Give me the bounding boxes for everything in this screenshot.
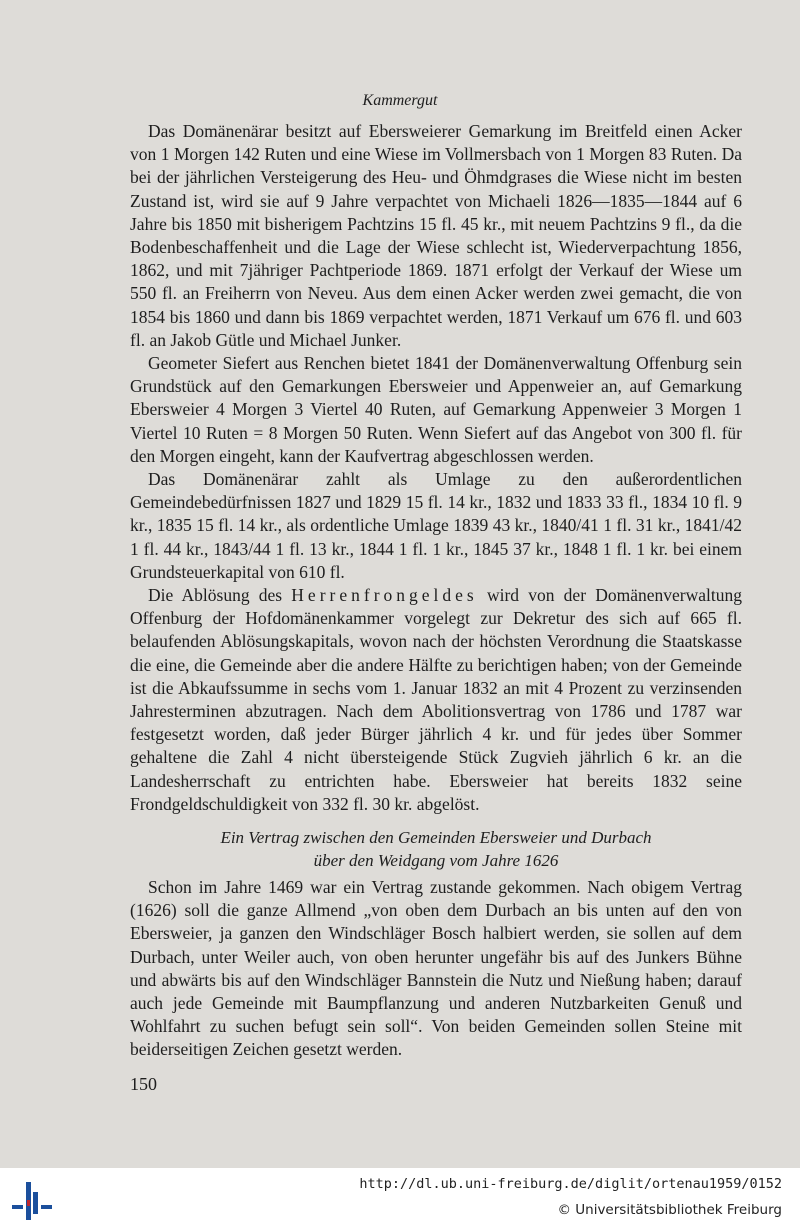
section-heading-line: über den Weidgang vom Jahre 1626 — [313, 851, 559, 870]
spaced-term: Herrenfrongeldes — [291, 585, 478, 606]
section-heading-line: Ein Vertrag zwischen den Gemeinden Ebersweier und Durbach — [220, 828, 652, 847]
paragraph — [130, 584, 742, 816]
running-title: Kammergut — [362, 92, 438, 109]
source-url[interactable]: http://dl.ub.uni-freiburg.de/diglit/ortenau1959/0152 — [359, 1176, 782, 1192]
section-kammergut-text — [130, 120, 742, 816]
paragraph: Das Domänenärar zahlt als Umlage zu den außerordentlichen Gemeindebedürfnissen 1827 und 1829 15 fl. 14 kr., 1832 und 1833 33 fl., 1834 10 fl. 9 kr., 1835 15 fl. 14 kr., als ordentliche Umlage 1839 43 kr., 1840/41 1 fl. 31 kr., 1841/42 1 fl. 44 kr., 1843/44 1 fl. 13 kr., 1844 1 fl. 1 kr., 1845 37 kr., 1848 1 fl. 1 kr. bei einem Grundsteuerkapital von 610 fl. — [130, 469, 742, 582]
section-heading — [130, 826, 742, 872]
paragraph: Schon im Jahre 1469 war ein Vertrag zustande gekommen. Nach obigem Vertrag (1626) soll die ganze Allmend „von oben dem Durbach an bis unten auf den von Ebersweier, ja ganzen den Windschläger Bosch halbiert werden, sie sollen auf dem Durbach, unter Weiler auch, von oben herunter ungefähr bis auf des Junkers Bühne und abwärts bis auf den Windschläger Bannstein die Nutz und Nießung haben; darauf auch jede Gemeinde mit Baumpflanzung und anderen Nutzbarkeiten Genuß und Wohlfahrt zu suchen befugt sein soll“. Von beiden Gemeinden sollen Steine mit beiderseitigen Zeichen gesetzt werden. — [130, 877, 742, 1060]
paragraph-text: Die Ablösung des — [148, 585, 292, 606]
paragraph: Das Domänenärar besitzt auf Ebersweierer Gemarkung im Breitfeld einen Acker von 1 Morgen 142 Ruten und eine Wiese im Vollmersbach von 1 Morgen 83 Ruten. Da bei der jährlichen Versteigerung des Heu- und Öhmdgrases die Wiese nicht im besten Zustand ist, wird sie auf 9 Jahre verpachtet von Michaeli 1826—1835—1844 auf 6 Jahre bis 1850 mit bisherigem Pachtzins 15 fl. 45 kr., mit neuem Pachtzins 9 fl., da die Bodenbeschaffenheit und die Lage der Wiese schlecht ist, Wiederverpachtung 1856, 1862, und mit 7jähriger Pachtperiode 1869. 1871 erfolgt der Verkauf der Wiese um 550 fl. an Freiherrn von Neveu. Aus dem einen Acker werden zwei gemacht, die von 1854 bis 1860 und dann bis 1869 verpachtet werden, 1871 Verkauf um 676 fl. und 603 fl. an Jakob Gütle und Michael Junker. — [130, 121, 742, 350]
copyright-notice: © Universitätsbibliothek Freiburg — [557, 1202, 782, 1218]
library-logo-icon — [12, 1178, 52, 1220]
paragraph-text: wird von der Domänenverwaltung Offenburg der Hofdomänenkammer vorgelegt zur Dekretur des sich auf 665 fl. belaufenden Ablösungskapitals, wovon nach der höchsten Verordnung die Staatskasse die eine, die Gemeinde aber die andere Hälfte zu berichtigen haben; von der Gemeinde ist die Abkaufssumme in sechs vom 1. Januar 1832 an mit 4 Prozent zu verzinsenden Jahresterminen abzutragen. Nach dem Abolitionsvertrag von 1786 und 1787 war festgesetzt worden, daß jeder Bürger jährlich 4 kr. und für jedes über Sommer gehaltene die Zahl 4 nicht übersteigende Stück Zugvieh jährlich 6 kr. an die Landesherrschaft zu entrichten habe. Ebersweier hat bereits 1832 seine Frondgeldschuldigkeit von 332 fl. 30 kr. abgelöst. — [130, 585, 742, 814]
section-vertrag-text — [130, 876, 742, 1062]
footer-bar — [0, 1168, 800, 1226]
page-number: 150 — [130, 1074, 157, 1094]
paragraph: Geometer Siefert aus Renchen bietet 1841 der Domänenverwaltung Offenburg sein Grundstück auf den Gemarkungen Ebersweier und Appenweier an, auf Gemarkung Ebersweier 4 Morgen 3 Viertel 40 Ruten, auf Gemarkung Appenweier 3 Morgen 1 Viertel 10 Ruten = 8 Morgen 50 Ruten. Wenn Siefert auf das Angebot von 300 fl. für den Morgen eingeht, kann der Kaufvertrag abgeschlossen werden. — [130, 353, 742, 466]
